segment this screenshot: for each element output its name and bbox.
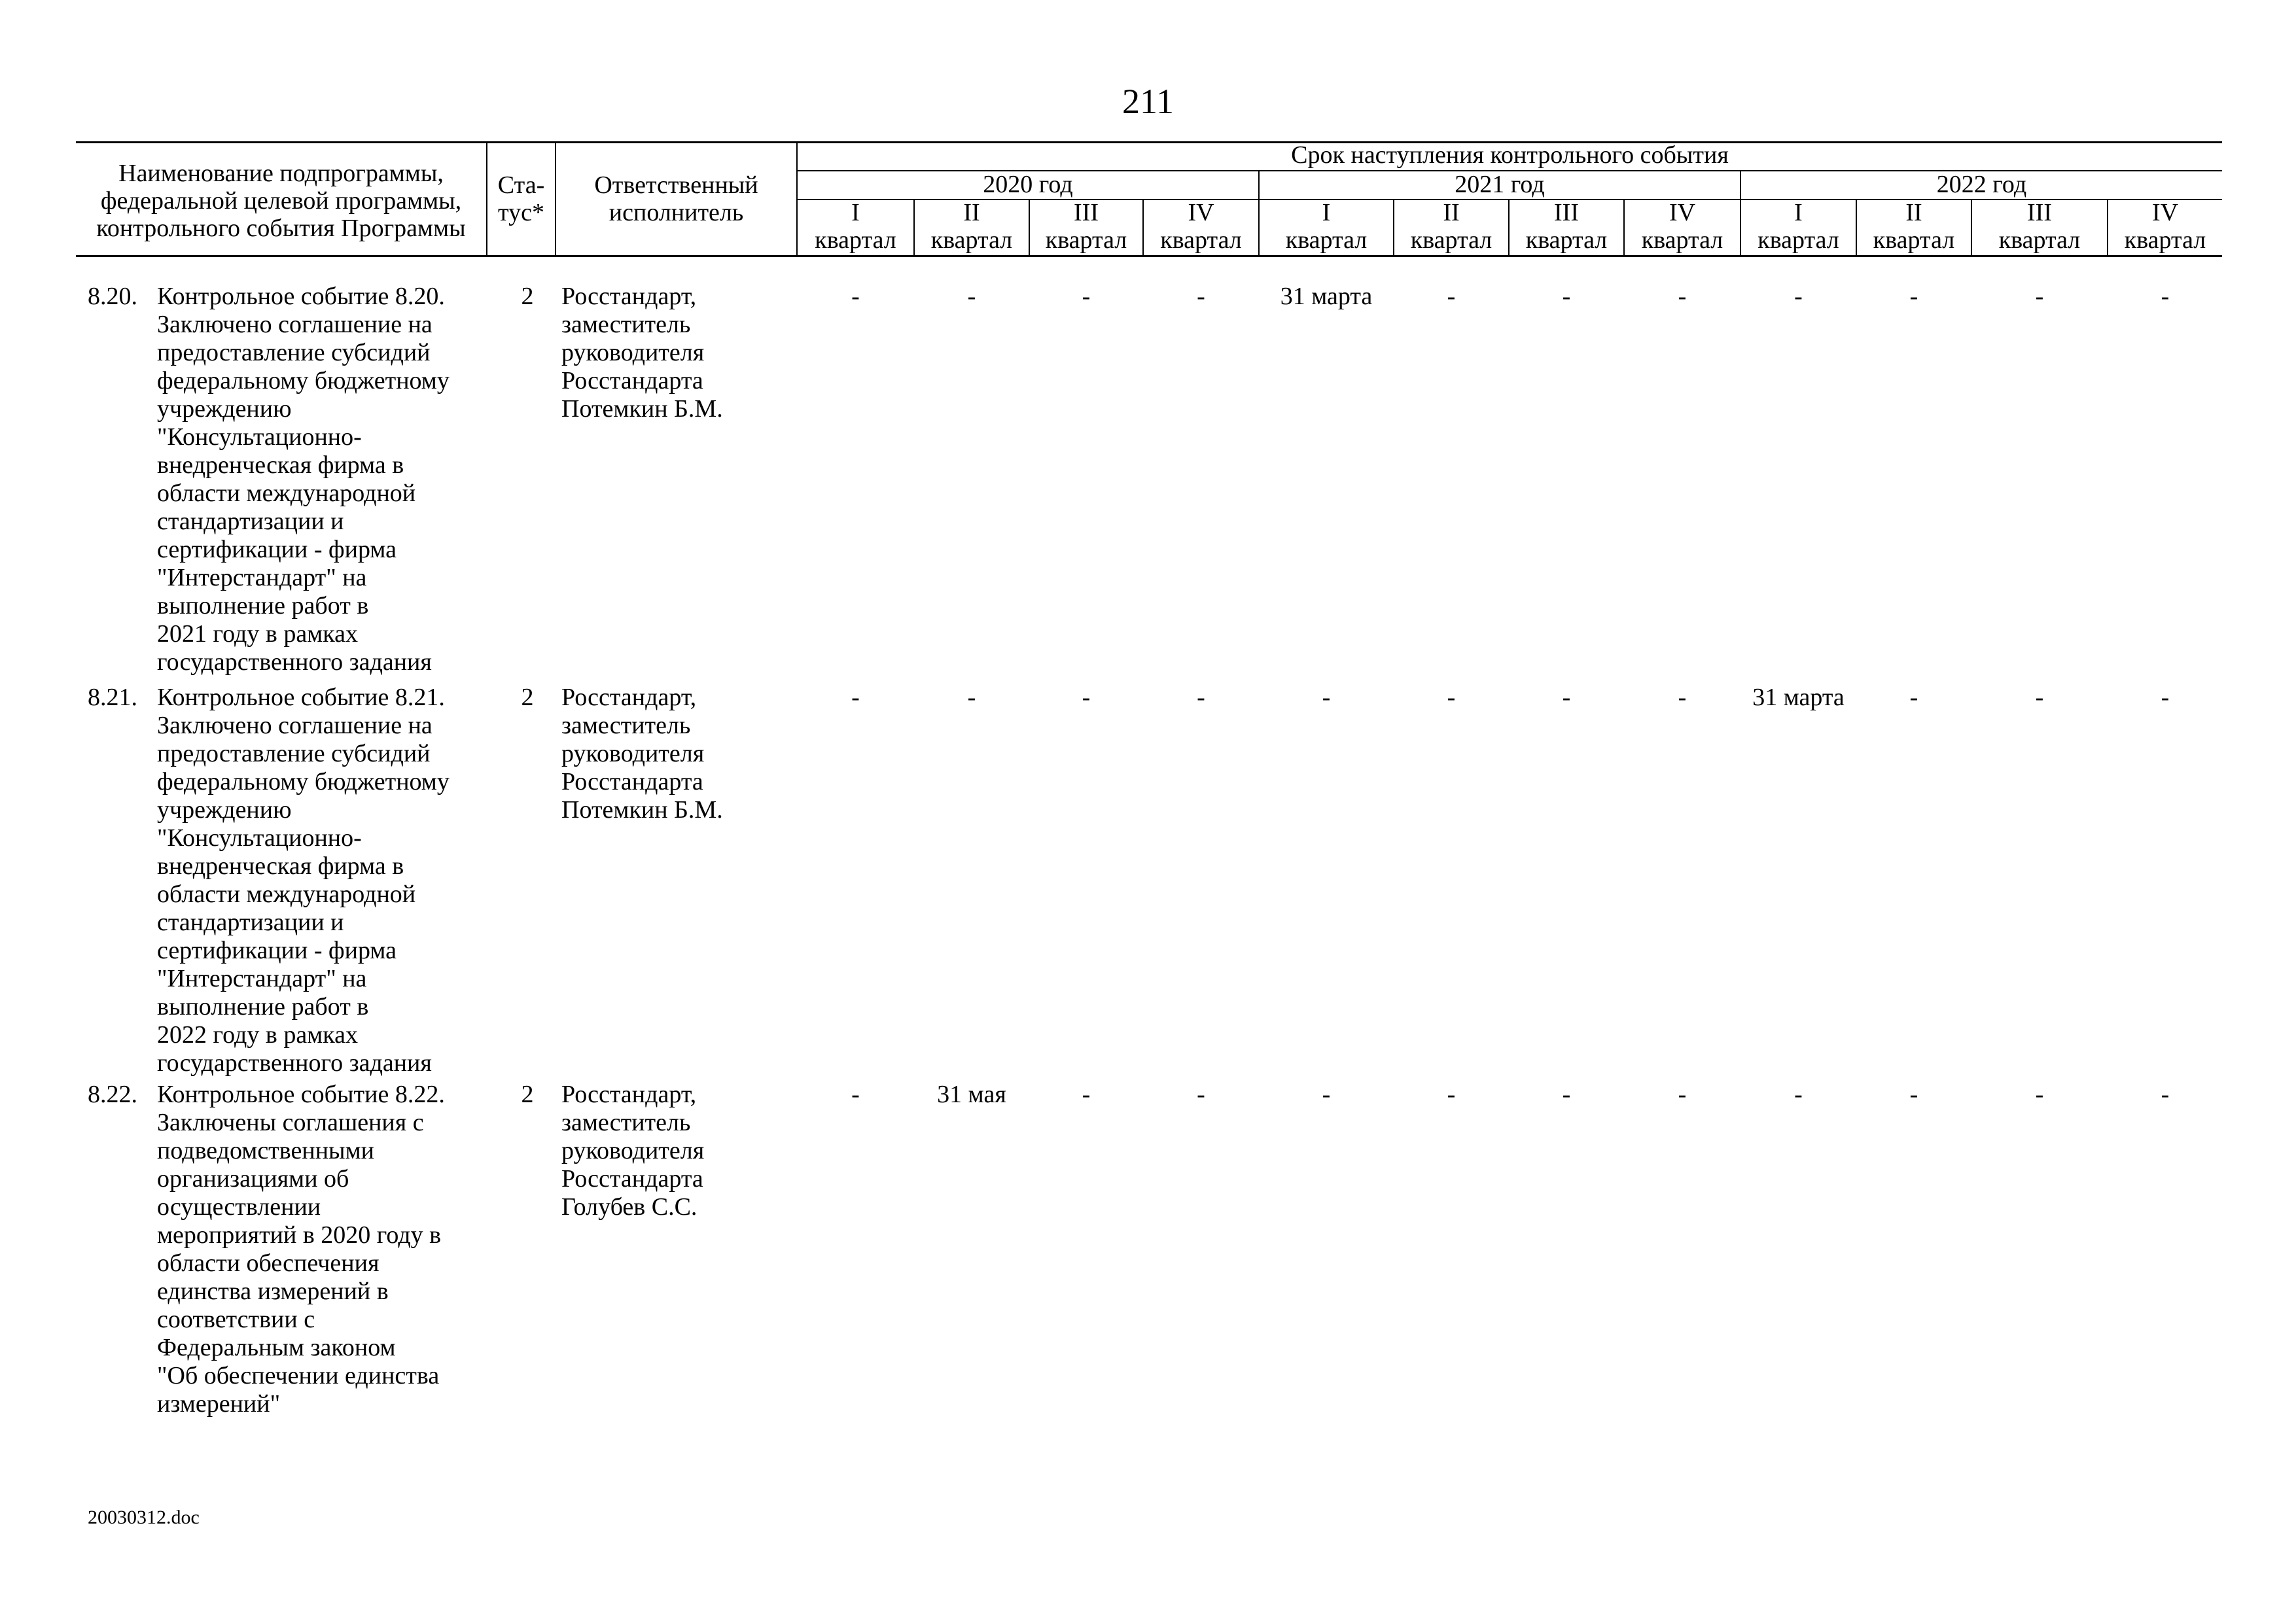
- row-quarter-value: -: [1447, 1081, 1456, 1108]
- row-quarter-value: -: [851, 1081, 860, 1108]
- row-quarter-value: -: [1447, 684, 1456, 711]
- row-number: 8.22.: [88, 1081, 137, 1108]
- header-quarter-numeral: IV: [1188, 199, 1214, 226]
- row-event-name: Контрольное событие 8.20. Заключено соглашение на предоставление субсидий федеральному бюджетному учреждению "Консультационно- внедренческая фирма в области международной стандартизации и сертификации - фирма "Интерстандарт" на выполнение работ в 2021 году в рамках государственного задания: [157, 283, 450, 676]
- row-quarter-value: -: [851, 283, 860, 310]
- header-quarter-numeral: II: [1443, 199, 1460, 226]
- row-quarter-value: -: [2161, 1081, 2170, 1108]
- row-event-name: Контрольное событие 8.22. Заключены соглашения с подведомственными организациями об осуществлении мероприятий в 2020 году в области обеспечения единства измерений в соответствии с Федеральным законом "Об обеспечении единства измерений": [157, 1081, 445, 1418]
- row-quarter-value: -: [1909, 1081, 1918, 1108]
- row-event-name: Контрольное событие 8.21. Заключено соглашение на предоставление субсидий федеральному бюджетному учреждению "Консультационно- внедренческая фирма в области международной стандартизации и сертификации - фирма "Интерстандарт" на выполнение работ в 2022 году в рамках государственного задания: [157, 684, 450, 1077]
- row-quarter-value: -: [1562, 1081, 1571, 1108]
- row-quarter-value: -: [1447, 283, 1456, 310]
- row-quarter-value: -: [1197, 1081, 1205, 1108]
- row-quarter-value: -: [1678, 684, 1687, 711]
- row-quarter-value: -: [1197, 283, 1205, 310]
- row-responsible: Росстандарт, заместитель руководителя Росстандарта Голубев С.С.: [561, 1081, 705, 1221]
- row-quarter-value: -: [1794, 1081, 1803, 1108]
- row-quarter-value: -: [2035, 684, 2044, 711]
- row-number: 8.20.: [88, 283, 137, 310]
- row-quarter-value: -: [1794, 283, 1803, 310]
- row-quarter-value: -: [1322, 684, 1331, 711]
- header-quarter-numeral: III: [1554, 199, 1579, 226]
- header-quarter-numeral: I: [851, 199, 860, 226]
- row-quarter-value: -: [1562, 684, 1571, 711]
- row-quarter-value: -: [851, 684, 860, 711]
- row-quarter-value: 31 марта: [1752, 684, 1845, 711]
- header-quarter-word: квартал: [1757, 226, 1839, 254]
- header-quarter-numeral: I: [1322, 199, 1331, 226]
- header-quarter-word: квартал: [1045, 226, 1127, 254]
- header-quarter-numeral: IV: [1669, 199, 1696, 226]
- row-quarter-value: -: [2161, 283, 2170, 310]
- header-year-2022: 2022 год: [1936, 171, 2027, 198]
- table-row: [0, 684, 2296, 1077]
- row-quarter-value: -: [1082, 684, 1091, 711]
- header-quarter-word: квартал: [1873, 226, 1955, 254]
- row-responsible: Росстандарт, заместитель руководителя Росстандарта Потемкин Б.М.: [561, 684, 723, 824]
- header-quarter-word: квартал: [1998, 226, 2081, 254]
- row-status: 2: [521, 283, 534, 310]
- header-quarter-word: квартал: [1410, 226, 1492, 254]
- row-status: 2: [521, 684, 534, 711]
- table-row: [0, 1081, 2296, 1447]
- row-number: 8.21.: [88, 684, 137, 711]
- header-year-2021: 2021 год: [1455, 171, 1545, 198]
- header-quarter-numeral: I: [1794, 199, 1803, 226]
- row-quarter-value: -: [1678, 1081, 1687, 1108]
- header-year-2020: 2020 год: [983, 171, 1073, 198]
- footer-filename: 20030312.doc: [88, 1507, 200, 1528]
- row-quarter-value: -: [2035, 283, 2044, 310]
- header-bottom-rule: [76, 255, 2222, 257]
- header-deadline-group: Срок наступления контрольного события: [1291, 141, 1729, 169]
- row-quarter-value: -: [1197, 684, 1205, 711]
- row-quarter-value: -: [967, 283, 976, 310]
- row-quarter-value: -: [1562, 283, 1571, 310]
- header-quarter-word: квартал: [815, 226, 896, 254]
- table-header: [0, 0, 2296, 275]
- row-quarter-value: -: [1909, 684, 1918, 711]
- table-row: [0, 283, 2296, 676]
- header-quarter-numeral: III: [2027, 199, 2052, 226]
- header-quarter-word: квартал: [1641, 226, 1723, 254]
- header-quarter-word: квартал: [1525, 226, 1608, 254]
- header-name-col: Наименование подпрограммы, федеральной целевой программы, контрольного события Программы: [96, 160, 466, 242]
- header-quarter-word: квартал: [930, 226, 1013, 254]
- row-quarter-value: -: [1322, 1081, 1331, 1108]
- row-quarter-value: 31 мая: [937, 1081, 1006, 1108]
- header-quarter-word: квартал: [1160, 226, 1242, 254]
- header-quarter-word: квартал: [2124, 226, 2206, 254]
- row-quarter-value: 31 марта: [1280, 283, 1373, 310]
- row-quarter-value: -: [2035, 1081, 2044, 1108]
- header-quarter-word: квартал: [1285, 226, 1368, 254]
- row-quarter-value: -: [1082, 283, 1091, 310]
- header-responsible-col: Ответственный исполнитель: [594, 171, 758, 226]
- row-responsible: Росстандарт, заместитель руководителя Росстандарта Потемкин Б.М.: [561, 283, 723, 423]
- row-quarter-value: -: [1082, 1081, 1091, 1108]
- row-quarter-value: -: [1678, 283, 1687, 310]
- row-quarter-value: -: [967, 684, 976, 711]
- header-quarter-numeral: II: [1905, 199, 1922, 226]
- header-quarter-numeral: III: [1074, 199, 1099, 226]
- row-status: 2: [521, 1081, 534, 1108]
- row-quarter-value: -: [2161, 684, 2170, 711]
- header-quarter-numeral: II: [963, 199, 980, 226]
- page-number: 211: [1122, 82, 1174, 121]
- header-quarter-numeral: IV: [2151, 199, 2179, 226]
- header-status-col: Ста- тус*: [497, 171, 545, 226]
- row-quarter-value: -: [1909, 283, 1918, 310]
